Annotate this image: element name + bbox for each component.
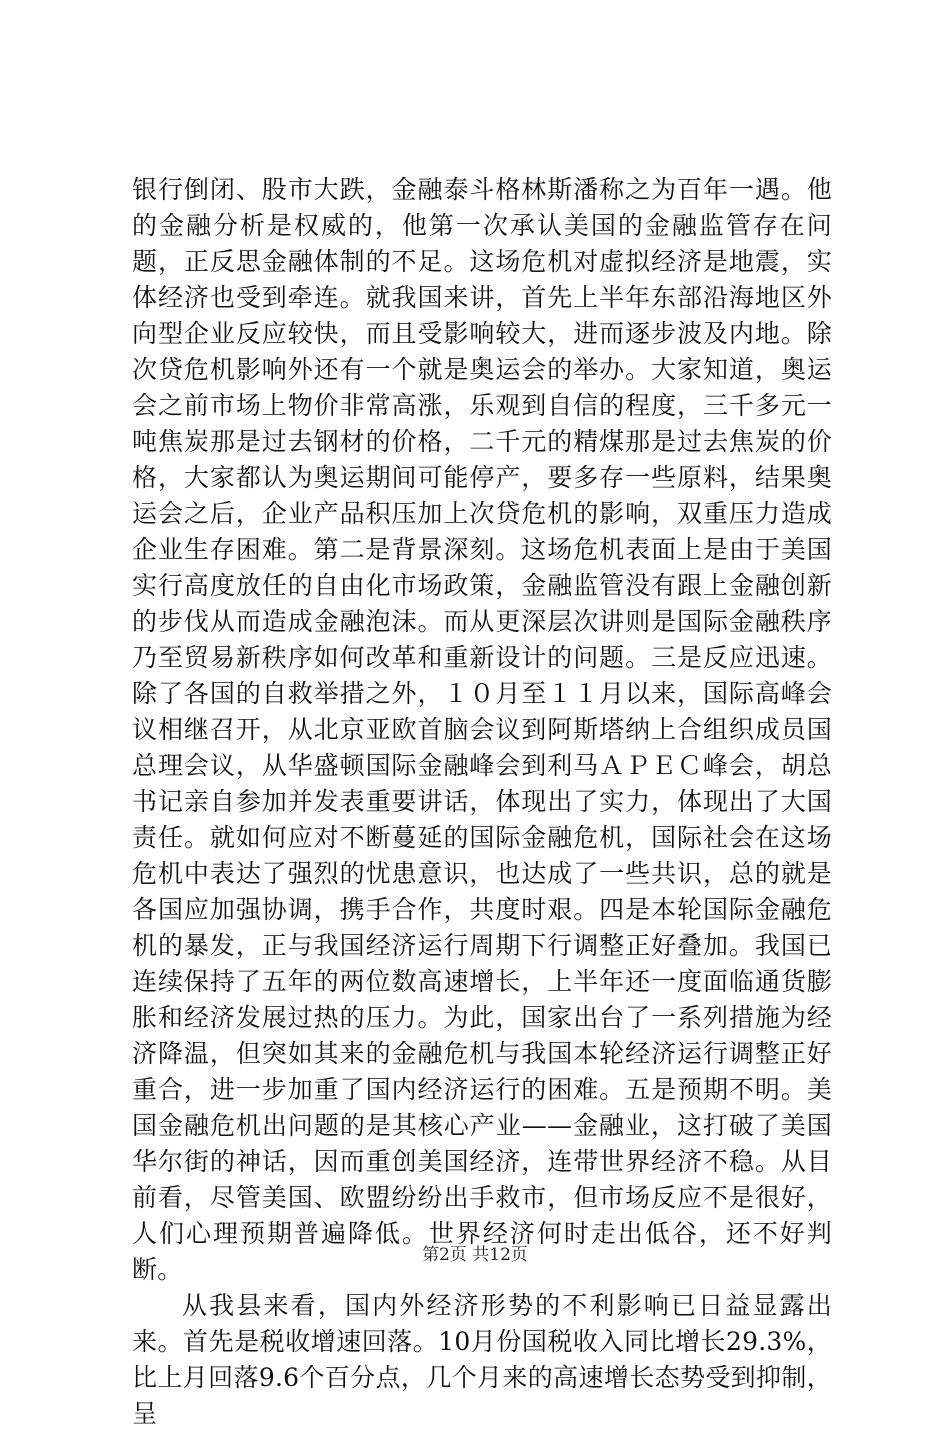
paragraph-1: 银行倒闭、股市大跌，金融泰斗格林斯潘称之为百年一遇。他的金融分析是权威的，他第一次承认美国的金融监管存在问题，正反思金融体制的不足。这场危机对虚拟经济是地震，实体经济也受到牵连。就我国来讲，首先上半年东部沿海地区外向型企业反应较快，而且受影响较大，进而逐步波及内地。除次贷危机影响外还有一个就是奥运会的举办。大家知道，奥运会之前市场上物价非常高涨，乐观到自信的程度，三千多元一吨焦炭那是过去钢材的价格，二千元的精煤那是过去焦炭的价格，大家都认为奥运期间可能停产，要多存一些原料，结果奥运会之后，企业产品积压加上次贷危机的影响，双重压力造成企业生存困难。第二是背景深刻。这场危机表面上是由于美国实行高度放任的自由化市场政策，金融监管没有跟上金融创新的步伐从而造成金融泡沫。而从更深层次讲则是国际金融秩序乃至贸易新秩序如何改革和重新设计的问题。三是反应迅速。除了各国的自救举措之外，１０月至１１月以来，国际高峰会议相继召开，从北京亚欧首脑会议到阿斯塔纳上合组织成员国总理会议，从华盛顿国际金融峰会到利马ＡＰＥＣ峰会，胡总书记亲自参加并发表重要讲话，体现出了实力，体现出了大国责任。就如何应对不断蔓延的国际金融危机，国际社会在这场危机中表达了强烈的忧患意识，也达成了一些共识，总的就是各国应加强协调，携手合作，共度时艰。四是本轮国际金融危机的暴发，正与我国经济运行周期下行调整正好叠加。我国已连续保持了五年的两位数高速增长，上半年还一度面临通货膨胀和经济发展过热的压力。为此，国家出台了一系列措施为经济降温，但突如其来的金融危机与我国本轮经济运行调整正好重合，进一步加重了国内经济运行的困难。五是预期不明。美国金融危机出问题的是其核心产业——金融业，这打破了美国华尔街的神话，因而重创美国经济，连带世界经济不稳。从目前看，尽管美国、欧盟纷纷出手救市，但市场反应不是很好，人们心理预期普遍降低。世界经济何时走出低谷，还不好判断。 [132,175,832,1284]
paragraph-2: 从我县来看，国内外经济形势的不利影响已日益显露出来。首先是税收增速回落。10月份国税收入同比增长29.3%，比上月回落9.6个百分点，几个月来的高速增长态势受到抑制，呈 [132,1291,832,1428]
body-text [132,172,832,1432]
page-footer [0,1244,950,1266]
page-number-label: 第2页 共12页 [422,1245,528,1265]
